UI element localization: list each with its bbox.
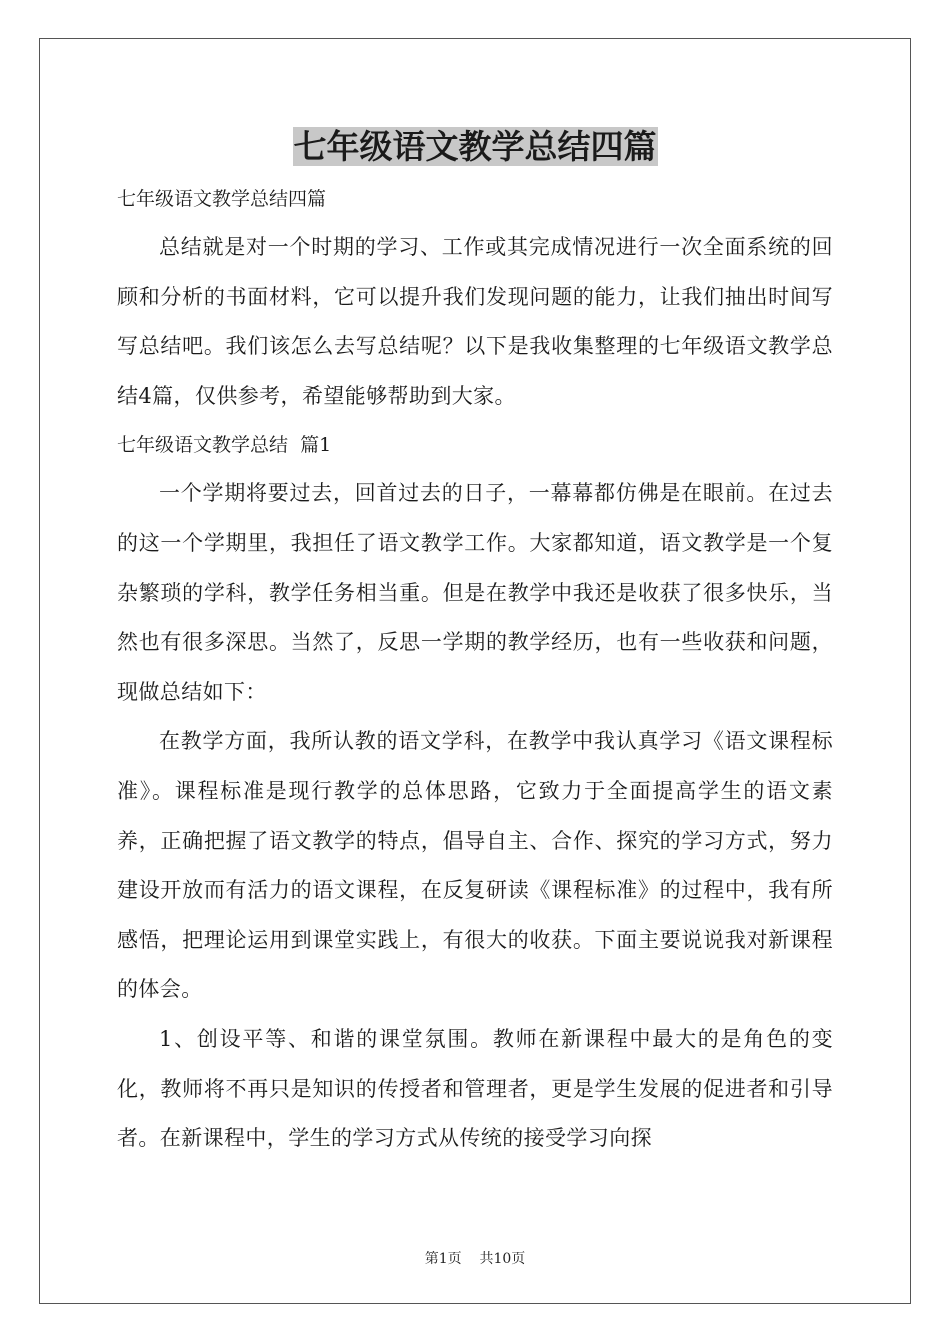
document-subtitle: 七年级语文教学总结四篇 (117, 188, 327, 210)
page-number-footer: 第1页 共10页 (424, 1251, 526, 1267)
document-body (117, 175, 833, 1164)
document-title-text: 七年级语文教学总结四篇 (293, 127, 657, 166)
intro-paragraph: 总结就是对一个时期的学习、工作或其完成情况进行一次全面系统的回顾和分析的书面材料，它可以提升我们发现问题的能力，让我们抽出时间写写总结吧。我们该怎么去写总结呢？以下是我收集整理的七年级语文教学总结4篇，仅供参考，希望能够帮助到大家。 (117, 235, 833, 408)
section-heading: 七年级语文教学总结 篇1 (117, 434, 332, 457)
document-title (0, 124, 950, 170)
body-paragraph-1: 一个学期将要过去，回首过去的日子，一幕幕都仿佛是在眼前。在过去的这一个学期里，我担任了语文教学工作。大家都知道，语文教学是一个复杂繁琐的学科，教学任务相当重。但是在教学中我还是收获了很多快乐，当然也有很多深思。当然了，反思一学期的教学经历，也有一些收获和问题，现做总结如下： (117, 481, 833, 704)
body-paragraph-2: 在教学方面，我所认教的语文学科，在教学中我认真学习《语文课程标准》。课程标准是现行教学的总体思路，它致力于全面提高学生的语文素养，正确把握了语文教学的特点，倡导自主、合作、探究的学习方式，努力建设开放而有活力的语文课程，在反复研读《课程标准》的过程中，我有所感悟，把理论运用到课堂实践上，有很大的收获。下面主要说说我对新课程的体会。 (117, 729, 833, 1002)
body-paragraph-3: 1、创设平等、和谐的课堂氛围。教师在新课程中最大的是角色的变化，教师将不再只是知识的传授者和管理者，更是学生发展的促进者和引导者。在新课程中，学生的学习方式从传统的接受学习向探 (117, 1026, 833, 1151)
